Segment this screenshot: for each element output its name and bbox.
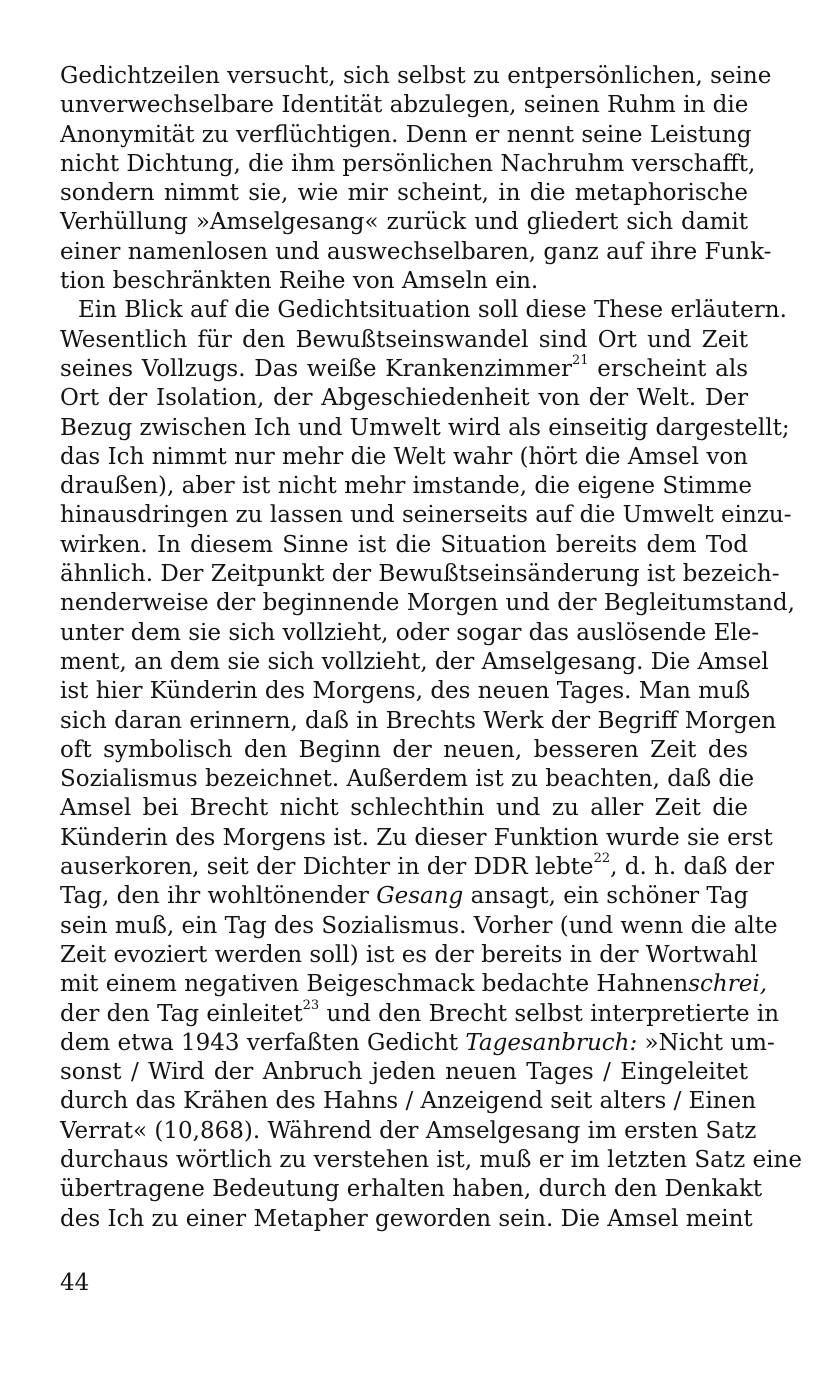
- text-line: ment, an dem sie sich vollzieht, der Amselgesang. Die Amsel: [60, 648, 769, 675]
- text-segment: »Nicht um-: [637, 1029, 775, 1056]
- page-number: 44: [60, 1270, 90, 1296]
- text-segment: und den Brecht selbst interpretierte in: [319, 1000, 780, 1027]
- text-line: ist hier Künderin des Morgens, des neuen Tages. Man muß: [60, 678, 751, 705]
- text-line: draußen), aber ist nicht mehr imstande, die eigene Stimme: [60, 473, 752, 500]
- text-line: Sozialismus bezeichnet. Außerdem ist zu beachten, daß die: [60, 766, 755, 793]
- text-segment: seines Vollzugs. Das weiße Krankenzimmer: [60, 355, 573, 382]
- text-line: hinausdringen zu lassen und seinerseits auf die Umwelt einzu-: [60, 502, 792, 529]
- text-line: Verhüllung »Amselgesang« zurück und gliedert sich damit: [60, 209, 748, 236]
- body-text: [60, 62, 802, 1234]
- text-segment: auserkoren, seit der Dichter in der DDR lebte: [60, 854, 594, 881]
- footnote-marker: 21: [572, 353, 589, 369]
- text-segment: mit einem negativen Beigeschmack bedachte Hahnen: [60, 971, 689, 998]
- text-line: Wesentlich für den Bewußtseinswandel sind Ort und Zeit: [60, 326, 748, 353]
- text-line: [60, 851, 774, 882]
- text-line: sich daran erinnern, daß in Brechts Werk der Begriff Morgen: [60, 707, 777, 734]
- footnote-marker: 23: [302, 997, 320, 1013]
- text-segment: , d. h. daß der: [610, 854, 774, 881]
- text-line: des Ich zu einer Metapher geworden sein. Die Amsel meint: [60, 1205, 753, 1232]
- text-line: [60, 1029, 775, 1058]
- text-line: übertragene Bedeutung erhalten haben, durch den Denkakt: [60, 1176, 763, 1203]
- text-line: [60, 997, 780, 1029]
- text-line: [60, 882, 748, 911]
- text-segment: dem etwa 1943 verfaßten Gedicht: [60, 1029, 466, 1056]
- text-line: Zeit evoziert werden soll) ist es der bereits in der Wortwahl: [60, 941, 758, 968]
- text-line: sein muß, ein Tag des Sozialismus. Vorher (und wenn die alte: [60, 912, 778, 939]
- text-line: unverwechselbare Identität abzulegen, seinen Ruhm in die: [60, 92, 749, 119]
- text-line: sondern nimmt sie, wie mir scheint, in die metaphorische: [60, 180, 748, 207]
- italic-word: Gesang: [376, 883, 464, 910]
- text-line: Anonymität zu verflüchtigen. Denn er nennt seine Leistung: [60, 121, 752, 148]
- text-line: Künderin des Morgens ist. Zu dieser Funktion wurde sie erst: [60, 824, 773, 851]
- text-line: durchaus wörtlich zu verstehen ist, muß er im letzten Satz eine: [60, 1146, 802, 1173]
- text-line: durch das Krähen des Hahns / Anzeigend seit alters / Einen: [60, 1088, 757, 1115]
- text-segment: erscheint als: [588, 355, 749, 382]
- text-line: [60, 970, 768, 999]
- text-line: oft symbolisch den Beginn der neuen, besseren Zeit des: [60, 736, 748, 763]
- text-line: einer namenlosen und auswechselbaren, ganz auf ihre Funk-: [60, 238, 772, 265]
- text-line: nicht Dichtung, die ihm persönlichen Nachruhm verschafft,: [60, 150, 756, 177]
- text-line: ähnlich. Der Zeitpunkt der Bewußtseinsänderung ist bezeich-: [60, 561, 780, 588]
- text-line: sonst / Wird der Anbruch jeden neuen Tages / Eingeleitet: [60, 1059, 748, 1086]
- text-line: Ein Blick auf die Gedichtsituation soll diese These erläutern.: [78, 297, 787, 324]
- text-line: unter dem sie sich vollzieht, oder sogar das auslösende Ele-: [60, 619, 760, 646]
- text-line: wirken. In diesem Sinne ist die Situation bereits dem Tod: [60, 531, 748, 558]
- text-line: [60, 355, 748, 384]
- text-segment: ansagt, ein schöner Tag: [463, 883, 749, 910]
- text-line: Amsel bei Brecht nicht schlechthin und zu aller Zeit die: [60, 795, 748, 822]
- footnote-marker: 22: [593, 851, 611, 867]
- text-line: nenderweise der beginnende Morgen und der Begleitumstand,: [60, 590, 795, 617]
- italic-word: schrei,: [688, 971, 768, 998]
- text-line: Verrat« (10,868). Während der Amselgesang im ersten Satz: [60, 1117, 757, 1144]
- text-line: das Ich nimmt nur mehr die Welt wahr (hört die Amsel von: [60, 443, 748, 470]
- text-segment: der den Tag einleitet: [60, 1000, 303, 1027]
- text-line: Ort der Isolation, der Abgeschiedenheit von der Welt. Der: [60, 385, 748, 412]
- text-line: Gedichtzeilen versucht, sich selbst zu entpersönlichen, seine: [60, 63, 772, 89]
- text-line: Bezug zwischen Ich und Umwelt wird als einseitig dargestellt;: [60, 414, 790, 441]
- text-segment: Tag, den ihr wohltönender: [60, 883, 377, 910]
- italic-title: Tagesanbruch:: [465, 1029, 638, 1056]
- text-line: tion beschränkten Reihe von Amseln ein.: [60, 268, 539, 295]
